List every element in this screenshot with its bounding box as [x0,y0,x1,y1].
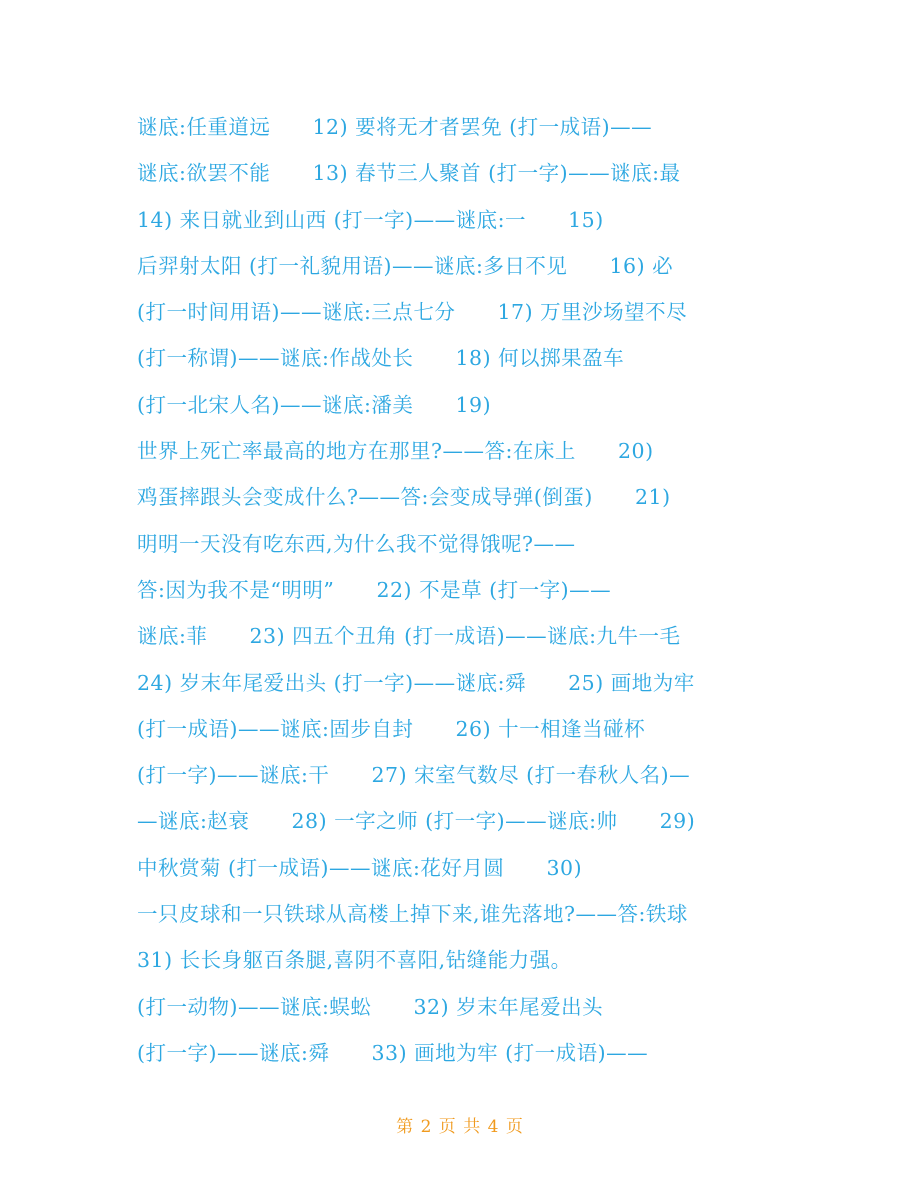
text-line: (打一北宋人名)——谜底:潘美 19) [137,392,492,417]
text-line: (打一字)——谜底:舜 33) 画地为牢 (打一成语)—— [137,1040,649,1065]
text-line: 一只皮球和一只铁球从高楼上掉下来,谁先落地?——答:铁球 [137,902,688,927]
text-line: (打一动物)——谜底:蜈蚣 32) 岁末年尾爱出头 [137,994,604,1019]
text-line: 14) 来日就业到山西 (打一字)——谜底:一 15) [137,207,604,232]
text-line: 世界上死亡率最高的地方在那里?——答:在床上 20) [137,439,654,464]
text-line: 鸡蛋摔跟头会变成什么?——答:会变成导弹(倒蛋) 21) [137,485,671,510]
riddle-text-block [137,104,797,1076]
text-line: 后羿射太阳 (打一礼貌用语)——谜底:多日不见 16) 必 [137,253,674,278]
text-line: 31) 长长身躯百条腿,喜阴不喜阳,钻缝能力强。 [137,948,572,973]
text-line: (打一字)——谜底:干 27) 宋室气数尽 (打一春秋人名)— [137,763,691,788]
text-line: 谜底:任重道远 12) 要将无才者罢免 (打一成语)—— [137,115,653,139]
text-line: 谜底:欲罢不能 13) 春节三人聚首 (打一字)——谜底:最 [137,161,681,186]
text-line: —谜底:赵衰 28) 一字之师 (打一字)——谜底:帅 29) [137,809,696,834]
text-line: 明明一天没有吃东西,为什么我不觉得饿呢?—— [137,531,576,556]
text-line: 答:因为我不是“明明” 22) 不是草 (打一字)—— [137,577,612,602]
text-line: (打一称谓)——谜底:作战处长 18) 何以掷果盈车 [137,346,625,371]
page-number-footer: 第 2 页 共 4 页 [396,1117,524,1137]
text-line: 中秋赏菊 (打一成语)——谜底:花好月圆 30) [137,855,583,880]
text-line: 24) 岁末年尾爱出头 (打一字)——谜底:舜 25) 画地为牢 [137,670,695,695]
text-line: (打一时间用语)——谜底:三点七分 17) 万里沙场望不尽 [137,300,688,325]
text-line: 谜底:菲 23) 四五个丑角 (打一成语)——谜底:九牛一毛 [137,624,681,649]
text-line: (打一成语)——谜底:固步自封 26) 十一相逢当碰杯 [137,716,646,741]
